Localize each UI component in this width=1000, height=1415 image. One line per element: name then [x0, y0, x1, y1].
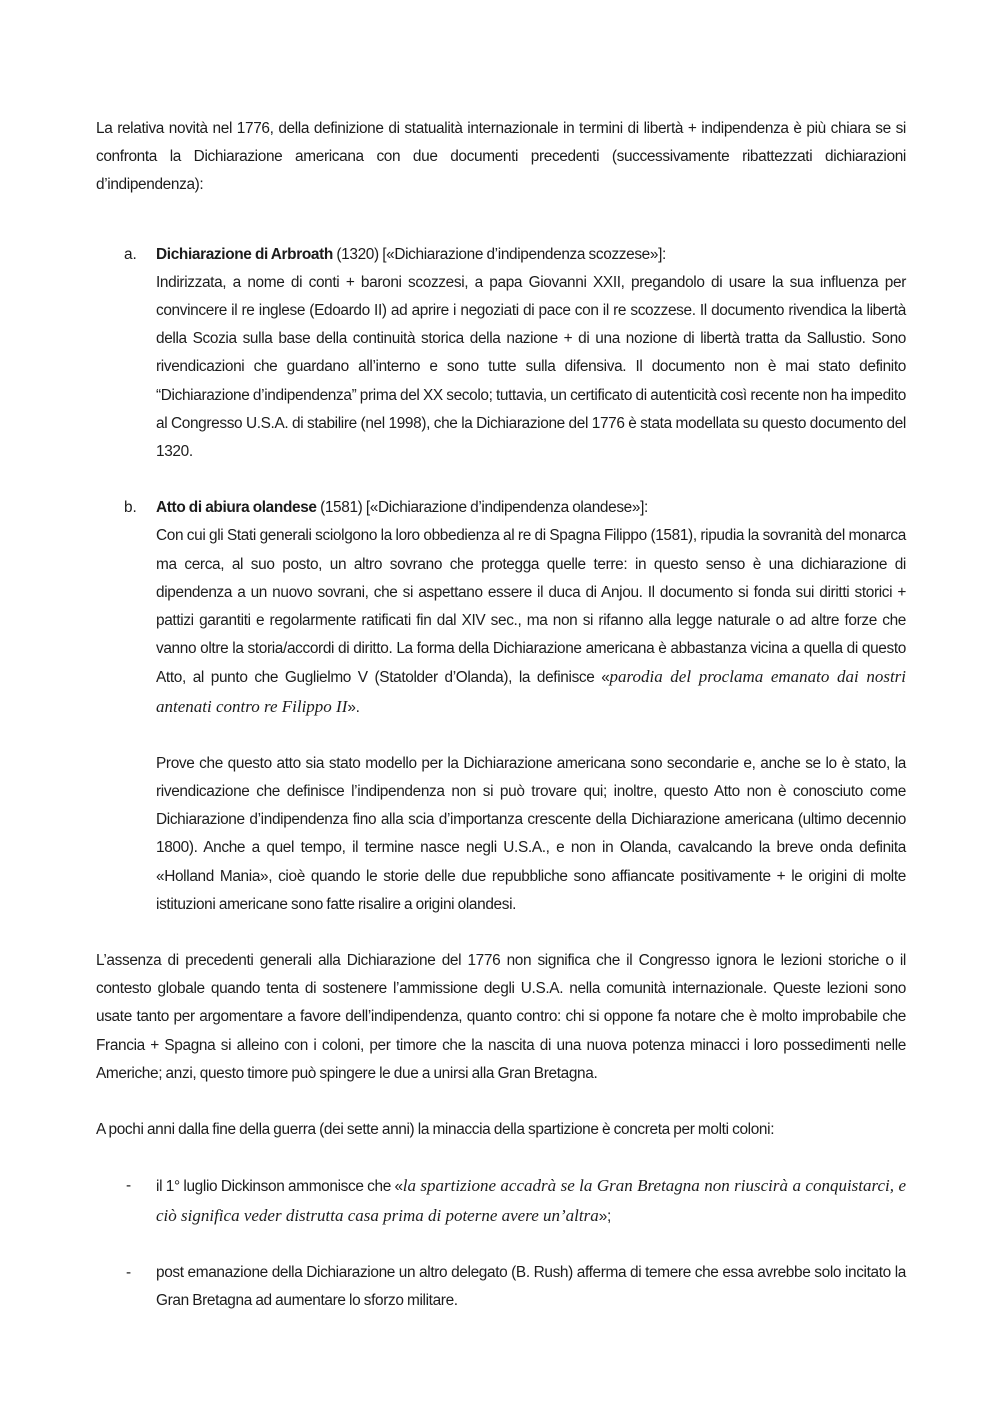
item-heading	[156, 494, 906, 522]
item-title: Dichiarazione di Arbroath	[156, 245, 333, 263]
document-page	[96, 115, 906, 1315]
bullet-marker: -	[126, 1263, 132, 1281]
item-heading	[156, 241, 906, 269]
bullet-quote: la spartizione accadrà se la Gran Bretagna non riuscirà a conquistarci, e ciò significa veder distrutta casa prima di poterne avere un’altra	[156, 1176, 906, 1225]
paragraph-assenza: L’assenza di precedenti generali alla Dichiarazione del 1776 non significa che il Congresso ignora le lezioni storiche o il contesto globale quando tenta di sostenere l’ammissione degli U.S.A. nella comunità internazionale. Queste lezioni sono usate tanto per argomentare a favore dell’indipendenza, quanto contro: chi si oppone fa notare che è molto improbabile che Francia + Spagna si alleino con i coloni, per timore che la nascita di una nuova potenza minacci i loro possedimenti nelle Americhe; anzi, questo timore può spingere le due a unirsi alla Gran Bretagna.	[96, 952, 906, 1082]
bullet-dickinson	[126, 1172, 906, 1230]
bullet-marker: -	[126, 1177, 132, 1195]
bullet-text	[156, 1259, 906, 1315]
item-body-text: Con cui gli Stati generali sciolgono la loro obbedienza al re di Spagna Filippo (1581), ripudia la sovranità del monarca ma cerca, al suo posto, un altro sovrano che protegga quelle terre: in questo senso è una dichiarazione di dipendenza a un nuovo sovrani, che si aspettano essere il duca di Anjou. Il documento si fonda sui diritti storici + pattizi garantiti e regolarmente ratificati fin dal XIV sec., ma non si rifanno alla legge naturale o ad altre forze che vanno oltre la storia/accordi di diritto. La forma della Dichiarazione americana è abbastanza vicina a quella di questo Atto, al punto che Guglielmo V (Statolder d’Olanda), la definisce «	[156, 527, 906, 687]
bullet-tail: »;	[598, 1207, 611, 1225]
item-quote-end: ».	[347, 698, 360, 716]
bullet-rush	[126, 1259, 906, 1315]
list-item-arbroath	[124, 241, 906, 467]
list-item-abiura	[124, 494, 907, 919]
item-body	[156, 522, 906, 721]
item-title: Atto di abiura olandese	[156, 499, 317, 517]
bullet-lead: il 1° luglio Dickinson ammonisce che «	[156, 1178, 403, 1196]
bullet-lead: post emanazione della Dichiarazione un altro delegato (B. Rush) afferma di temere che essa avrebbe solo incitato la Gran Bretagna ad aumentare lo sforzo militare.	[156, 1263, 906, 1309]
intro-paragraph: La relativa novità nel 1776, della definizione di statualità internazionale in termini di libertà + indipendenza è più chiara se si confronta la Dichiarazione americana con due documenti precedenti (successivamente ribattezzati dichiarazioni d’indipendenza):	[96, 120, 906, 194]
bullet-text	[156, 1172, 906, 1230]
item-quote: parodia del proclama emanato dai nostri antenati contro re Filippo II	[156, 667, 907, 716]
item-body: Indirizzata, a nome di conti + baroni scozzesi, a papa Giovanni XXII, pregandolo di usare la sua influenza per convincere il re inglese (Edoardo II) ad aprire i negoziati di pace con il re scozzese. Il documento rivendica la libertà della Scozia sulla base della continuità storica della nazione + di una nozione di libertà tratta da Sallustio. Sono rivendicazioni che guardano all’interno e sono tutte sulla difensiva. Il documento non è mai stato definito “Dichiarazione d’indipendenza” prima del XX secolo; tuttavia, un certificato di autenticità così recente non ha impedito al Congresso U.S.A. di stabilire (nel 1998), che la Dichiarazione del 1776 è stata modellata su questo documento del 1320.	[156, 273, 906, 461]
item-subtitle: (1581) [«Dichiarazione d’indipendenza olandese»]:	[316, 499, 648, 517]
list-marker: a.	[124, 245, 137, 263]
item-body-second: Prove che questo atto sia stato modello per la Dichiarazione americana sono secondarie e, anche se lo è stato, la rivendicazione che definisce l’indipendenza non si può trovare qui; inoltre, questo Atto non è conosciuto come Dichiarazione d’indipendenza fino alla scia d’importanza crescente della Dichiarazione americana (ultimo decennio 1800). Anche a quel tempo, il termine nasce negli U.S.A., e non in Olanda, cavalcando la breve onda definita «Holland Mania», cioè quando le storie delle due repubbliche sono affiancate positivamente + le origini di molte istituzioni americane sono fatte risalire a origini olandesi.	[156, 754, 906, 913]
item-subtitle: (1320) [«Dichiarazione d’indipendenza scozzese»]:	[332, 245, 666, 263]
list-marker: b.	[124, 499, 137, 517]
paragraph-pochi-anni: A pochi anni dalla fine della guerra (dei sette anni) la minaccia della spartizione è concreta per molti coloni:	[96, 1121, 775, 1139]
